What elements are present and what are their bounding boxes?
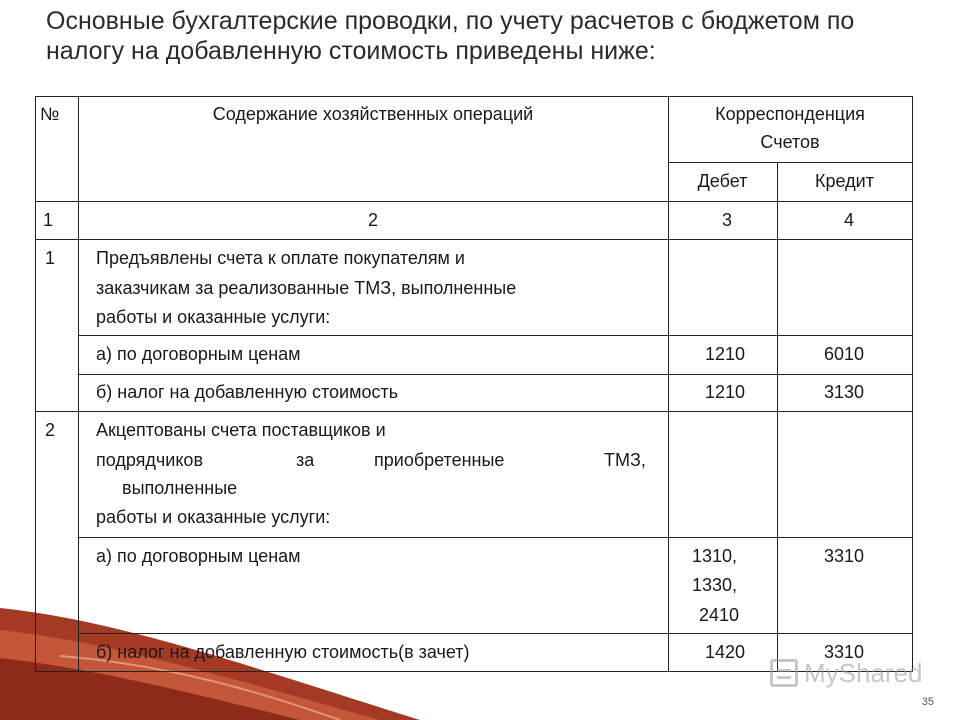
row-1b-credit: 3130 bbox=[824, 382, 865, 402]
row-2a-debit-line2: 1330, bbox=[692, 575, 738, 595]
column-number-4: 4 bbox=[844, 210, 855, 230]
watermark bbox=[770, 656, 923, 690]
row-1-number: 1 bbox=[45, 248, 56, 268]
row-2-text-word4: ТМЗ, bbox=[604, 450, 646, 470]
row-2b-credit: 3310 bbox=[824, 642, 865, 662]
row-2a-debit-line3: 2410 bbox=[699, 605, 740, 625]
row-2a-text: а) по договорным ценам bbox=[96, 546, 301, 566]
row-2-text-word3: приобретенные bbox=[374, 450, 505, 470]
column-number-3: 3 bbox=[722, 210, 733, 230]
page-title: Основные бухгалтерские проводки, по учету расчетов с бюджетом по налогу на добавленную стоимость приведены ниже: bbox=[46, 7, 855, 65]
header-credit: Кредит bbox=[815, 171, 874, 191]
row-2-text-line1: Акцептованы счета поставщиков и bbox=[96, 420, 386, 440]
row-1b-debit: 1210 bbox=[705, 382, 746, 402]
row-2-text-word5: выполненные bbox=[122, 478, 238, 498]
row-1-text-line1: Предъявлены счета к оплате покупателям и bbox=[96, 248, 465, 268]
header-number: № bbox=[40, 104, 60, 124]
row-2b-debit: 1420 bbox=[705, 642, 746, 662]
row-1-text-line2: заказчикам за реализованные ТМЗ, выполненные bbox=[96, 278, 517, 298]
row-2-text-word2: за bbox=[296, 450, 315, 470]
header-correspondence-line2: Счетов bbox=[760, 132, 820, 152]
row-1-text-line3: работы и оказанные услуги: bbox=[96, 307, 331, 327]
row-1a-debit: 1210 bbox=[705, 344, 746, 364]
row-1a-text: а) по договорным ценам bbox=[96, 344, 301, 364]
header-content: Содержание хозяйственных операций bbox=[212, 104, 534, 124]
row-2-number: 2 bbox=[45, 420, 56, 440]
row-2b-text: б) налог на добавленную стоимость(в зачет) bbox=[96, 642, 470, 662]
presentation-icon bbox=[770, 659, 798, 687]
row-1a-credit: 6010 bbox=[824, 344, 865, 364]
row-2-text-word1: подрядчиков bbox=[96, 450, 204, 470]
column-number-2: 2 bbox=[367, 210, 378, 230]
page-number: 35 bbox=[921, 696, 934, 708]
header-debit: Дебет bbox=[697, 171, 748, 191]
row-2a-debit-line1: 1310, bbox=[692, 546, 738, 566]
header-correspondence-line1: Корреспонденция bbox=[715, 104, 865, 124]
row-1b-text: б) налог на добавленную стоимость bbox=[96, 382, 399, 402]
row-2-text-line-last: работы и оказанные услуги: bbox=[96, 507, 331, 527]
column-number-1: 1 bbox=[43, 210, 54, 230]
watermark-text: MyShared bbox=[804, 657, 923, 688]
row-2a-credit: 3310 bbox=[824, 546, 865, 566]
